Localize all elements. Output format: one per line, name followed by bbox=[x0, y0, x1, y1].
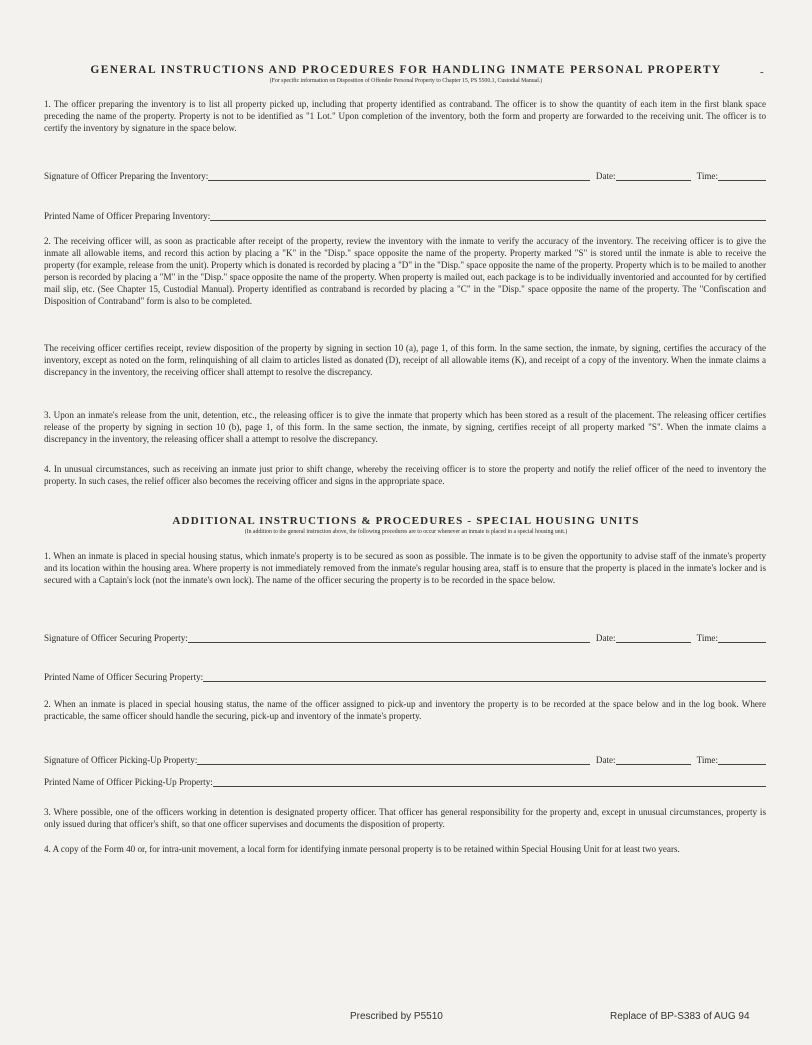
date-label: Date: bbox=[595, 755, 616, 765]
time-label: Time: bbox=[696, 755, 718, 765]
signature-preparing-field[interactable] bbox=[208, 170, 590, 181]
date-field[interactable] bbox=[616, 632, 691, 643]
general-instruction-2: 2. The receiving officer will, as soon as practicable after receipt of the property, review the inventory with the inmate to verify the accuracy of the inventory. The receiving officer is to give the inmate all allowable items, and record this action by placing a "K" in the "Disp." space opposite the name of the property. Property marked "S" is stored until the inmate is able to receive the property (for example, release from the unit). Property which is donated is recorded by placing a "D" in the "Disp." space opposite the name of the property. Property which is to be mailed to another person is recorded by placing a "M" in the "Disp." space opposite the name of the property. When property is mailed out, each package is to be individually inventoried and accounted for by certified mail slip, etc. (See Chapter 15, Custodial Manual). Property identified as contraband is recorded by placing a "C" in the "Disp." space opposite the name of the property. The "Confiscation and Disposition of Contraband" form is also to be completed. bbox=[44, 236, 766, 306]
time-field[interactable] bbox=[718, 632, 766, 643]
printed-pickup-row bbox=[44, 773, 766, 787]
signature-securing-field[interactable] bbox=[188, 632, 590, 643]
signature-pickup-field[interactable] bbox=[197, 754, 590, 765]
signature-preparing-label: Signature of Officer Preparing the Inventory: bbox=[44, 171, 209, 181]
header-mark: - bbox=[760, 66, 764, 78]
page-title: GENERAL INSTRUCTIONS AND PROCEDURES FOR HANDLING INMATE PERSONAL PROPERTY bbox=[90, 64, 722, 76]
footer-prescribed: Prescribed by P5510 bbox=[350, 1011, 443, 1022]
page-subtitle: (For specific information on Disposition of Offender Personal Property to Chapter 15, PS 5500.1, Custodial Manual.) bbox=[269, 78, 543, 84]
shu-instruction-3: 3. Where possible, one of the officers working in detention is designated property officer. That officer has general responsibility for the property and, except in unusual circumstances, property is only issued during that officer's shift, so that one officer supervises and documents the disposition of property. bbox=[44, 807, 766, 829]
section-title-special-housing: ADDITIONAL INSTRUCTIONS & PROCEDURES - SPECIAL HOUSING UNITS bbox=[172, 515, 640, 527]
printed-preparing-label: Printed Name of Officer Preparing Inventory: bbox=[44, 211, 211, 221]
shu-instruction-1: 1. When an inmate is placed in special housing status, which inmate's property is to be secured as soon as possible. The inmate is to be given the opportunity to advise staff of the inmate's property and its location within the housing area. Where property is not immediately removed from the inmate's regular housing area, staff is to ensure that the property is placed in the inmate's locker and is secured with a Captain's lock (not the inmate's own lock). The name of the officer securing the property is to be recorded in the space below. bbox=[44, 551, 766, 585]
printed-securing-label: Printed Name of Officer Securing Property: bbox=[44, 672, 204, 682]
printed-preparing-field[interactable] bbox=[210, 210, 766, 221]
signature-securing-label: Signature of Officer Securing Property: bbox=[44, 633, 188, 643]
signature-pickup-row bbox=[44, 751, 766, 765]
general-instruction-4: 4. In unusual circumstances, such as receiving an inmate just prior to shift change, whereby the receiving officer is to store the property and notify the relief officer of the need to inventory the property. In such cases, the relief officer also becomes the receiving officer and signs in the appropriate space. bbox=[44, 464, 766, 486]
signature-securing-row bbox=[44, 629, 766, 643]
general-instruction-1: 1. The officer preparing the inventory is to list all property picked up, including that property identified as contraband. The officer is to show the quantity of each item in the first blank space preceding the name of the property. Property is not to be identified as "1 Lot." Upon completion of the inventory, both the form and property are forwarded to the receiving unit. The officer is to certify the inventory by signature in the space below. bbox=[44, 99, 766, 133]
general-instruction-3: 3. Upon an inmate's release from the unit, detention, etc., the releasing officer is to give the inmate that property which has been stored as a result of the placement. The releasing officer certifies release of the property by signing in section 10 (b), page 1, of this form. In the same section, the inmate, by signing, certifies receipt of all property marked "S". When the inmate claims a discrepancy in the inventory, the releasing officer shall a attempt to resolve the discrepancy. bbox=[44, 410, 766, 444]
section-subtitle-special-housing: (In addition to the general instruction above, the following procedures are to occur whenever an inmate is placed in a special housing unit.) bbox=[244, 529, 568, 535]
date-field[interactable] bbox=[616, 170, 691, 181]
date-label: Date: bbox=[595, 633, 616, 643]
footer-replace: Replace of BP-S383 of AUG 94 bbox=[610, 1011, 750, 1022]
signature-pickup-label: Signature of Officer Picking-Up Property: bbox=[44, 755, 198, 765]
time-field[interactable] bbox=[718, 170, 766, 181]
printed-pickup-field[interactable] bbox=[213, 776, 766, 787]
printed-preparing-row bbox=[44, 207, 766, 221]
time-label: Time: bbox=[696, 633, 718, 643]
date-field[interactable] bbox=[616, 754, 691, 765]
time-label: Time: bbox=[696, 171, 718, 181]
signature-preparing-row bbox=[44, 167, 766, 181]
printed-pickup-label: Printed Name of Officer Picking-Up Property: bbox=[44, 777, 213, 787]
time-field[interactable] bbox=[718, 754, 766, 765]
shu-instruction-4: 4. A copy of the Form 40 or, for intra-unit movement, a local form for identifying inmate personal property is to be retained within Special Housing Unit for at least two years. bbox=[44, 844, 680, 854]
general-instruction-2b: The receiving officer certifies receipt, review disposition of the property by signing in section 10 (a), page 1, of this form. In the same section, the inmate, by signing, certifies the accuracy of the inventory, except as noted on the form, relinquishing of all claim to articles listed as donated (D), receipt of all allowable items (K), and receipt of a copy of the inventory. When the inmate claims a discrepancy in the inventory, the receiving officer shall attempt to resolve the discrepancy. bbox=[44, 343, 766, 377]
printed-securing-row bbox=[44, 668, 766, 682]
date-label: Date: bbox=[595, 171, 616, 181]
shu-instruction-2: 2. When an inmate is placed in special housing status, the name of the officer assigned to pick-up and inventory the property is to be recorded at the space below and in the log book. Where practicable, the same officer should handle the securing, pick-up and inventory of the inmate's property. bbox=[44, 699, 766, 721]
printed-securing-field[interactable] bbox=[203, 671, 766, 682]
